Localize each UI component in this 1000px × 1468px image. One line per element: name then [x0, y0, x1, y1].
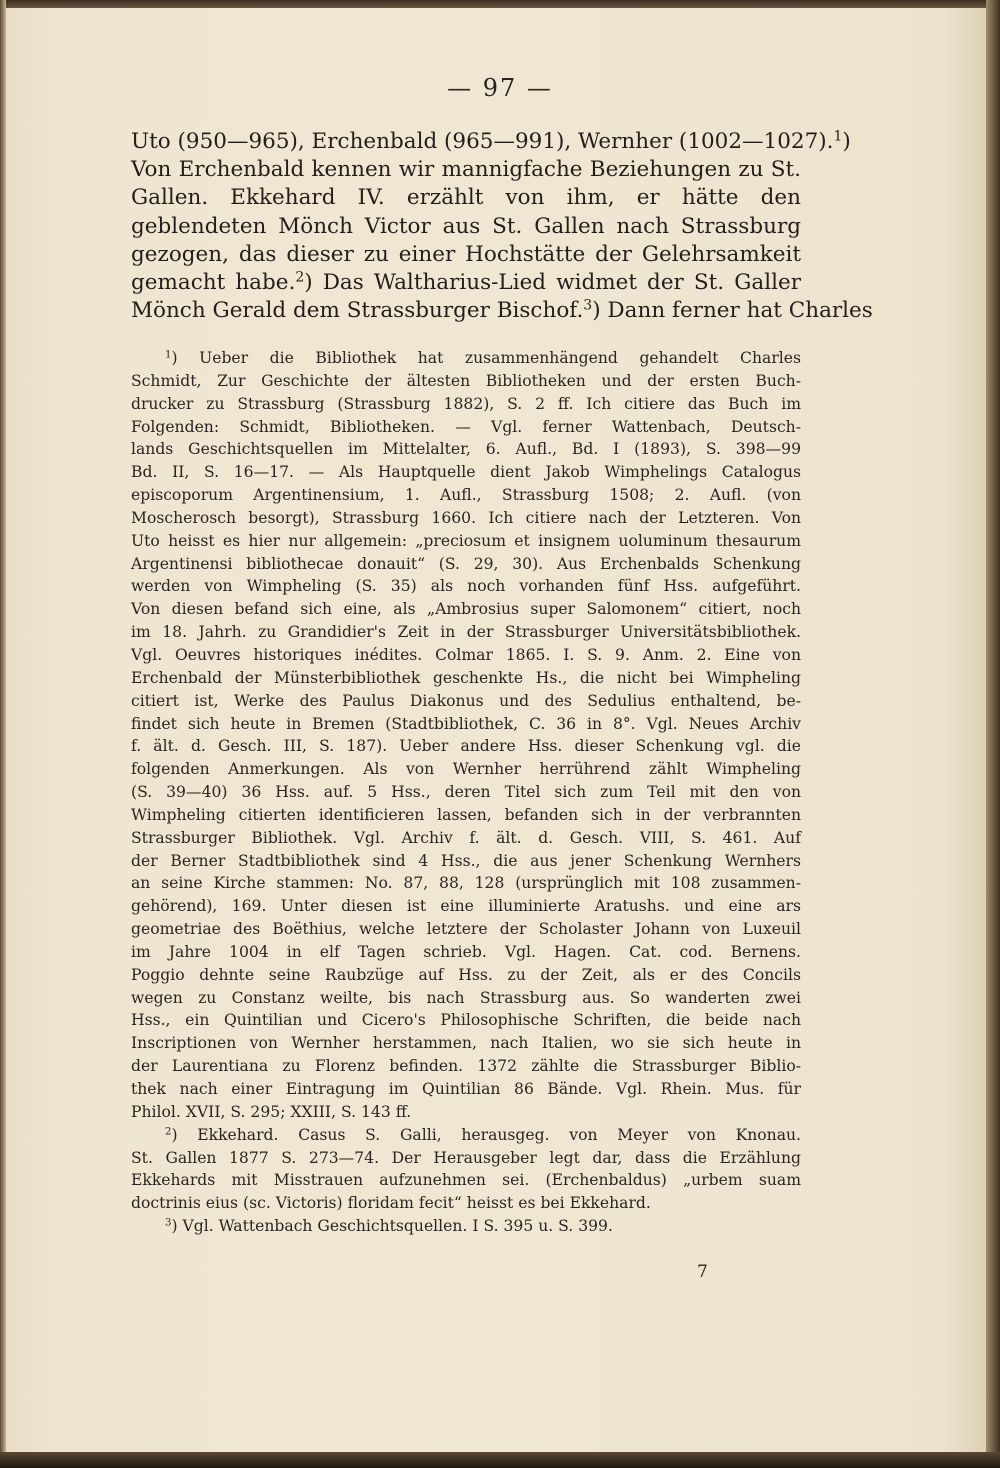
signature-mark: 7	[697, 1262, 708, 1282]
footnote-line: Uto heisst es hier nur allgemein: „preciosum et insignem uoluminum thesaurum	[131, 531, 801, 550]
footnote-line: Erchenbald der Münsterbibliothek geschenkte Hs., die nicht bei Wimpheling	[131, 668, 801, 687]
footnote-line: wegen zu Constanz weilte, bis nach Strassburg aus. So wanderten zwei	[131, 988, 801, 1007]
body-line: gezogen, das dieser zu einer Hochstätte der Gelehrsamkeit	[131, 241, 801, 267]
footnote-line: thek nach einer Eintragung im Quintilian 86 Bände. Vgl. Rhein. Mus. für	[131, 1080, 801, 1098]
footnote-number: 1	[165, 349, 172, 361]
page-bottom-edge	[0, 1452, 1000, 1468]
footnote-number: 2	[165, 1126, 172, 1138]
footnote-line: Ekkehards mit Misstrauen aufzunehmen sei. (Erchenbaldus) „urbem suam	[131, 1171, 801, 1190]
body-line: Gallen. Ekkehard IV. erzählt von ihm, er hätte den	[131, 185, 801, 211]
page-top-edge	[0, 0, 1000, 8]
footnote-line: Hss., ein Quintilian und Cicero's Philosophische Schriften, die beide nach	[131, 1011, 801, 1030]
footnote-line: Poggio dehnte seine Raubzüge auf Hss. zu der Zeit, als er des Concils	[131, 965, 801, 984]
body-line: Mönch Gerald dem Strassburger Bischof.$^3$) Dann ferner hat Charles	[131, 297, 873, 324]
footnote-ref: 1	[833, 128, 843, 145]
footnote-line: episcoporum Argentinensium, 1. Aufl., Strassburg 1508; 2. Aufl. (von	[131, 486, 801, 505]
footnote-line: drucker zu Strassburg (Strassburg 1882), S. 2 ff. Ich citiere das Buch im	[131, 394, 801, 413]
footnote-ref: 2	[295, 269, 305, 286]
body-line: geblendeten Mönch Victor aus St. Gallen nach Strassburg	[131, 213, 801, 239]
footnote-line: werden von Wimpheling (S. 35) als noch vorhanden fünf Hss. aufgeführt.	[131, 577, 801, 596]
footnote-line: f. ält. d. Gesch. III, S. 187). Ueber andere Hss. dieser Schenkung vgl. die	[131, 737, 801, 756]
footnote-line: folgenden Anmerkungen. Als von Wernher herrührend zählt Wimpheling	[131, 760, 801, 779]
footnote-line: Wimpheling citierten identificieren lassen, befanden sich in der verbrannten	[131, 805, 801, 824]
page-left-edge	[0, 0, 6, 1468]
body-line: gemacht habe.$^2$) Das Waltharius-Lied widmet der St. Galler	[131, 269, 801, 296]
footnote-line: Vgl. Oeuvres historiques inédites. Colmar 1865. I. S. 9. Anm. 2. Eine von	[131, 645, 801, 664]
footnote-line: Moscherosch besorgt), Strassburg 1660. Ich citiere nach der Letzteren. Von	[131, 508, 801, 527]
footnote-line: an seine Kirche stammen: No. 87, 88, 128 (ursprünglich mit 108 zusammen-	[131, 874, 801, 893]
footnote-line: doctrinis eius (sc. Victoris) floridam fecit“ heisst es bei Ekkehard.	[131, 1194, 651, 1213]
footnote-line: Inscriptionen von Wernher herstammen, nach Italien, wo sie sich heute in	[131, 1034, 801, 1053]
footnote-line: citiert ist, Werke des Paulus Diakonus und des Sedulius enthaltend, be-	[131, 691, 801, 710]
footnote-line: Argentinensi bibliothecae donauit“ (S. 29, 30). Aus Erchenbalds Schenkung	[131, 554, 801, 573]
page-right-edge	[986, 0, 1000, 1468]
footnote-line: lands Geschichtsquellen im Mittelalter, 6. Aufl., Bd. I (1893), S. 398—99	[131, 440, 801, 459]
footnote-line: Philol. XVII, S. 295; XXIII, S. 143 ff.	[131, 1102, 412, 1121]
page-number: — 97 —	[447, 74, 553, 102]
footnote-line: Strassburger Bibliothek. Vgl. Archiv f. ält. d. Gesch. VIII, S. 461. Auf	[131, 828, 801, 847]
footnote-line: Schmidt, Zur Geschichte der ältesten Bibliotheken und der ersten Buch-	[131, 371, 801, 390]
footnote-number: 3	[165, 1217, 172, 1229]
footnote-line: der Laurentiana zu Florenz befinden. 1372 zählte die Strassburger Biblio-	[131, 1057, 801, 1076]
footnote-line: findet sich heute in Bremen (Stadtbibliothek, C. 36 in 8°. Vgl. Neues Archiv	[131, 714, 801, 733]
footnote-line: Von diesen befand sich eine, als „Ambrosius super Salomonem“ citiert, noch	[131, 600, 801, 619]
footnote-line: der Berner Stadtbibliothek sind 4 Hss., die aus jener Schenkung Wernhers	[131, 851, 801, 870]
footnote-line: $^2$) Ekkehard. Casus S. Galli, herausgeg. von Meyer von Knonau.	[165, 1125, 801, 1144]
footnote-line: St. Gallen 1877 S. 273—74. Der Herausgeber legt dar, dass die Erzählung	[131, 1148, 801, 1167]
footnote-line: Folgenden: Schmidt, Bibliotheken. — Vgl. ferner Wattenbach, Deutsch-	[131, 417, 801, 436]
body-line: Von Erchenbald kennen wir mannigfache Beziehungen zu St.	[131, 157, 801, 183]
footnote-ref: 3	[583, 297, 593, 314]
footnote-line: Bd. II, S. 16—17. — Als Hauptquelle dient Jakob Wimphelings Catalogus	[131, 463, 801, 482]
footnote-line: $^1$) Ueber die Bibliothek hat zusammenhängend gehandelt Charles	[165, 349, 801, 367]
footnote-line: im 18. Jahrh. zu Grandidier's Zeit in der Strassburger Universitätsbibliothek.	[131, 623, 801, 642]
footnote-line: gehörend), 169. Unter diesen ist eine illuminierte Aratushs. und eine ars	[131, 897, 801, 916]
footnote-line: (S. 39—40) 36 Hss. auf. 5 Hss., deren Titel sich zum Teil mit den von	[131, 783, 801, 802]
footnote-line: im Jahre 1004 in elf Tagen schrieb. Vgl. Hagen. Cat. cod. Bernens.	[131, 942, 801, 961]
footnote-line: geometriae des Boëthius, welche letztere der Scholaster Johann von Luxeuil	[131, 920, 801, 939]
body-text	[131, 128, 873, 325]
body-line: Uto (950—965), Erchenbald (965—991), Wernher (1002—1027).$^1$)	[131, 128, 851, 154]
footnote-line: $^3$) Vgl. Wattenbach Geschichtsquellen. I S. 395 u. S. 399.	[165, 1217, 613, 1236]
footnotes	[131, 347, 801, 1238]
